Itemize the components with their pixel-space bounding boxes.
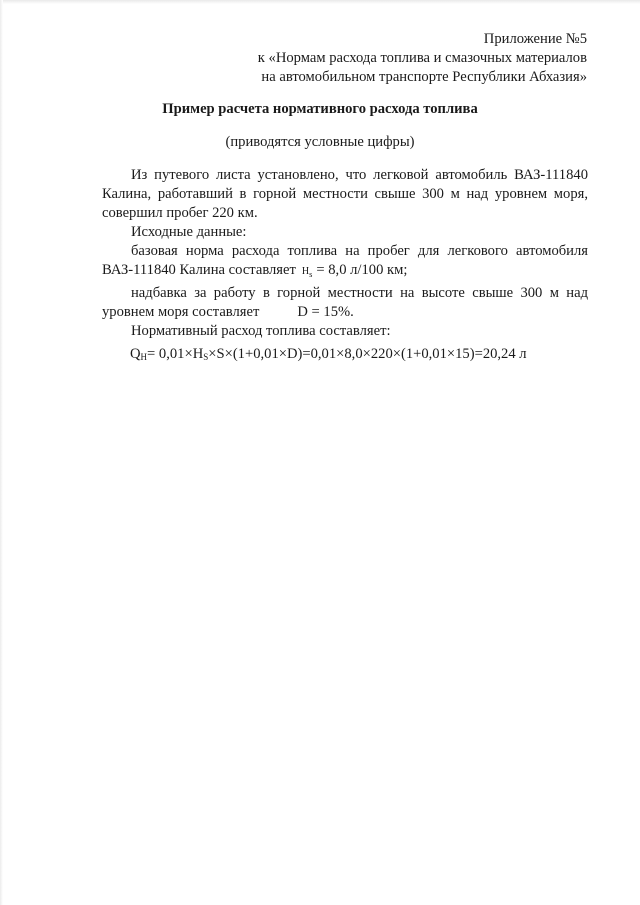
paragraph-1-line-1: Из путевого листа установлено, что легковой автомобиль ВАЗ-111840 [131,167,588,183]
formula-part-1: = 0,01×Н [147,346,204,362]
base-norm-value: = 8,0 л/100 км; [316,262,408,278]
fuel-consumption-formula [130,345,527,367]
hs-symbol [296,262,316,284]
formula-hs-sub: S [203,352,209,362]
paragraph-2-line-1: базовая норма расхода топлива на пробег для легкового автомобиля [131,243,588,259]
paragraph-1-line-3: совершил пробег 220 км. [102,205,258,221]
appendix-line-3: на автомобильном транспорте Республики Абхазия» [261,69,587,85]
paragraph-1-line-2: Калина, работавший в горной местности свыше 300 м над уровнем моря, [102,186,588,202]
appendix-header [258,30,587,87]
hs-symbol-sub: s [309,270,313,279]
paragraph-2-prefix: ВАЗ-111840 Калина составляет [102,262,296,278]
paragraph-4: Нормативный расход топлива составляет: [131,323,391,339]
scan-edge-top [0,0,640,4]
formula-q: Q [130,346,141,362]
formula-part-2: ×S×(1+0,01×D)=0,01×8,0×220×(1+0,01×15)=20,24 л [208,346,527,362]
scan-edge-left [0,0,3,905]
appendix-line-2: к «Нормам расхода топлива и смазочных материалов [257,50,587,66]
formula-q-sub: Н [140,352,148,362]
mountain-surcharge-value: D = 15%. [297,304,354,320]
document-body [102,166,588,341]
document-subtitle: (приводятся условные цифры) [225,134,415,150]
paragraph-3-prefix: уровнем моря составляет [102,304,260,320]
hs-symbol-letter: H [301,266,310,277]
paragraph-3-line-1: надбавка за работу в горной местности на высоте свыше 300 м над [131,285,588,301]
paragraph-2-line-2 [102,261,588,284]
source-data-label: Исходные данные: [131,224,247,240]
paragraph-3-line-2 [102,303,588,322]
appendix-number: Приложение №5 [483,31,587,47]
document-title: Пример расчета нормативного расхода топлива [162,101,478,117]
